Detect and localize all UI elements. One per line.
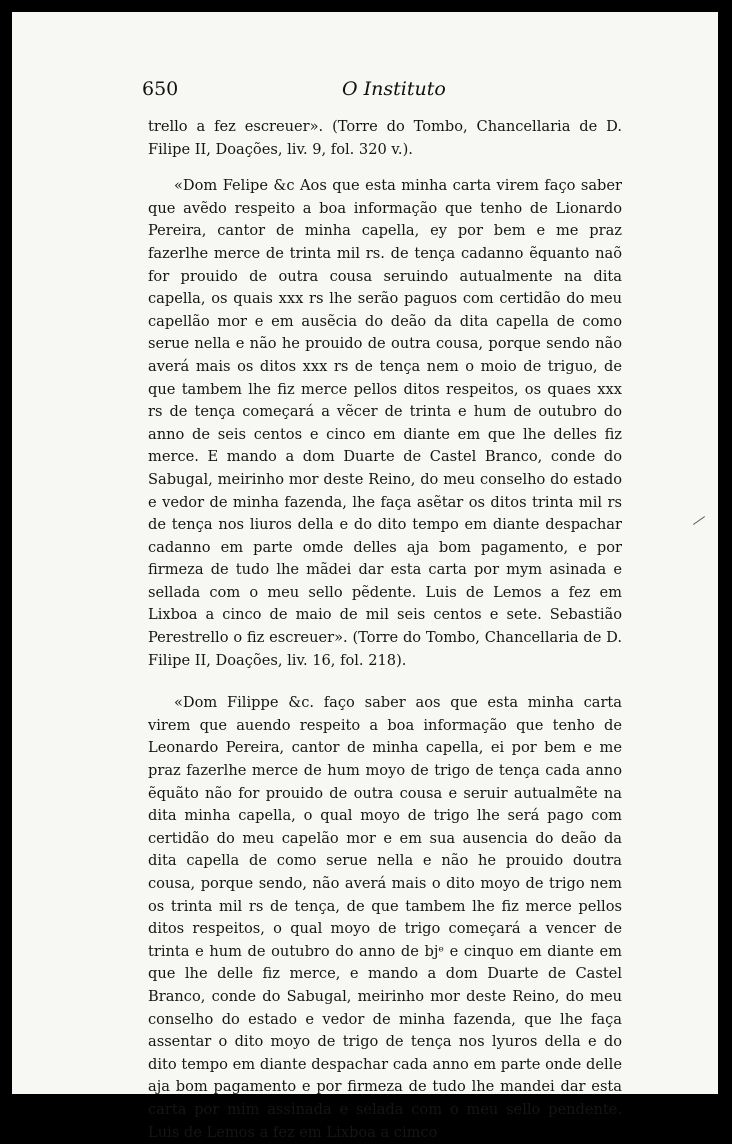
body-text (148, 116, 622, 1144)
paragraph-letter-2: «Dom Filippe &c. faço saber aos que esta minha carta virem que auendo respeito a boa informação que tenho de Leonardo Pereira, cantor de minha capella, ei por bem e me praz fazerlhe merce de hum moyo de trigo de tença cada anno ẽquãto não for prouido de outra cousa e seruir autualmẽte na dita minha capella, o qual moyo de trigo lhe será pago com certidão do meu capelão mor e em sua ausencia do deão da dita capella de como serue nella e não he prouido doutra cousa, porque sendo, não averá mais o dito moyo de trigo nem os trinta mil rs de tença, de que tambem lhe fiz merce pellos ditos respeitos, o qual moyo de trigo começará a vencer de trinta e hum de outubro do anno de bjᵉ e cinquo em diante em que lhe delle fiz merce, e mando a dom Duarte de Castel Branco, conde do Sabugal, meirinho mor deste Reino, do meu conselho do estado e vedor de minha fazenda, que lhe faça assentar o dito moyo de trigo de tença nos lyuros della e do dito tempo em diante despachar cada anno em parte onde delle aja bom pagamento e por firmeza de tudo lhe mandei dar esta carta por mim assinada e selada com o meu sello pendente. Luis de Lemos a fez em Lixboa a cimco (148, 694, 622, 1141)
paragraph-letter-1: «Dom Felipe &c Aos que esta minha carta virem faço saber que avẽdo respeito a boa informação que tenho de Lionardo Pereira, cantor de minha capella, ey por bem e me praz fazerlhe merce de trinta mil rs. de tença cadanno ẽquanto naõ for prouido de outra cousa seruindo autualmente na dita capella, os quais xxx rs lhe serão paguos com certidão do meu capellão mor e em ausẽcia do deão da dita capella de como serue nella e não he prouido de outra cousa, porque sendo não averá mais os ditos xxx rs de tença nem o moio de triguo, de que tambem lhe fiz merce pellos ditos respeitos, os quaes xxx rs de tença começará a vẽcer de trinta e hum de outubro do anno de seis centos e cinco em diante em que lhe delles fiz merce. E mando a dom Duarte de Castel Branco, conde do Sabugal, meirinho mor deste Reino, do meu conselho do estado e vedor de minha fazenda, lhe faça asẽtar os ditos trinta mil rs de tença nos liuros della e do dito tempo em diante despachar cadanno em parte omde delles aja bom pagamento, e por firmeza de tudo lhe mãdei dar esta carta por mym asinada e sellada com o meu sello pẽdente. Luis de Lemos a fez em Lixboa a cinco de maio de mil seis centos e sete. Sebastião Perestrello o fiz escreuer». (Torre do Tombo, Chancellaria de D. Filipe II, Doações, liv. 16, fol. 218). (148, 177, 622, 669)
book-page (12, 12, 718, 1141)
paragraph-continuation: trello a fez escreuer». (Torre do Tombo, Chancellaria de D. Filipe II, Doações, liv. 9, fol. 320 v.). (148, 118, 622, 158)
page-header (12, 78, 718, 104)
page-number: 650 (142, 78, 179, 100)
running-title: O Instituto (342, 78, 446, 100)
margin-pencil-mark (693, 516, 705, 525)
